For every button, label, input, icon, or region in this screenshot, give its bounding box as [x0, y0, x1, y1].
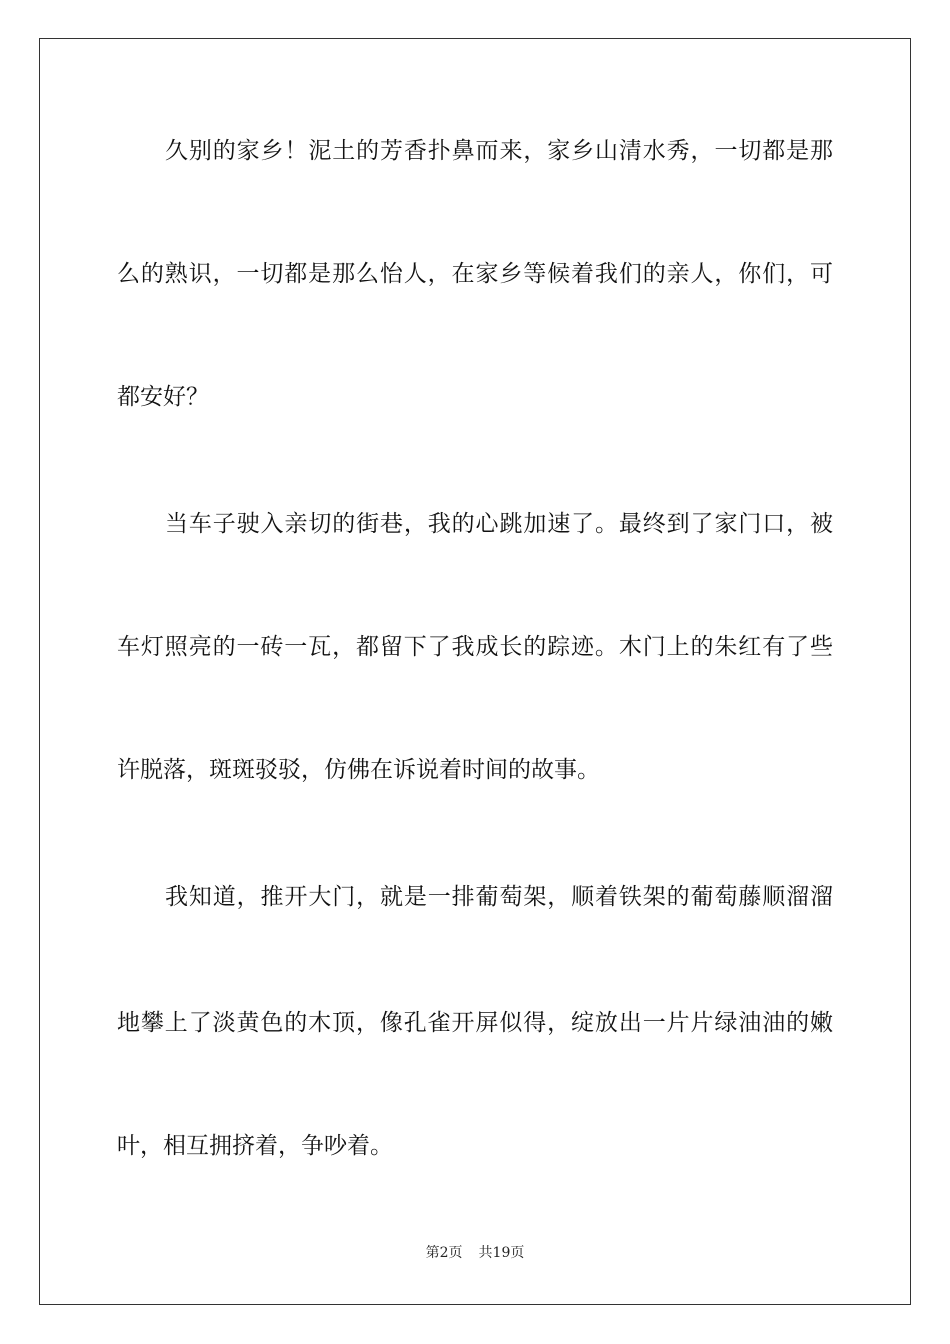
- paragraph-2-line-3: 许脱落，斑斑驳驳，仿佛在诉说着时间的故事。: [117, 757, 600, 783]
- page-total: 共19页: [478, 1245, 525, 1261]
- page-footer: [0, 1243, 950, 1263]
- paragraph-1-line-3: 都安好？: [117, 384, 209, 410]
- page-number: 第2页: [425, 1245, 463, 1261]
- paragraph-3-line-3: 叶，相互拥挤着，争吵着。: [117, 1133, 393, 1159]
- page-border: [39, 38, 911, 1305]
- paragraph-3-line-2: 地攀上了淡黄色的木顶，像孔雀开屏似得，绽放出一片片绿油油的嫩: [117, 1010, 833, 1036]
- paragraph-1-line-1: 久别的家乡！泥土的芳香扑鼻而来，家乡山清水秀，一切都是那: [165, 138, 833, 164]
- paragraph-2-line-1: 当车子驶入亲切的街巷，我的心跳加速了。最终到了家门口，被: [165, 511, 833, 537]
- paragraph-2-line-2: 车灯照亮的一砖一瓦，都留下了我成长的踪迹。木门上的朱红有了些: [117, 634, 833, 660]
- paragraph-1-line-2: 么的熟识，一切都是那么怡人，在家乡等候着我们的亲人，你们，可: [117, 261, 833, 287]
- paragraph-3-line-1: 我知道，推开大门，就是一排葡萄架，顺着铁架的葡萄藤顺溜溜: [165, 884, 833, 910]
